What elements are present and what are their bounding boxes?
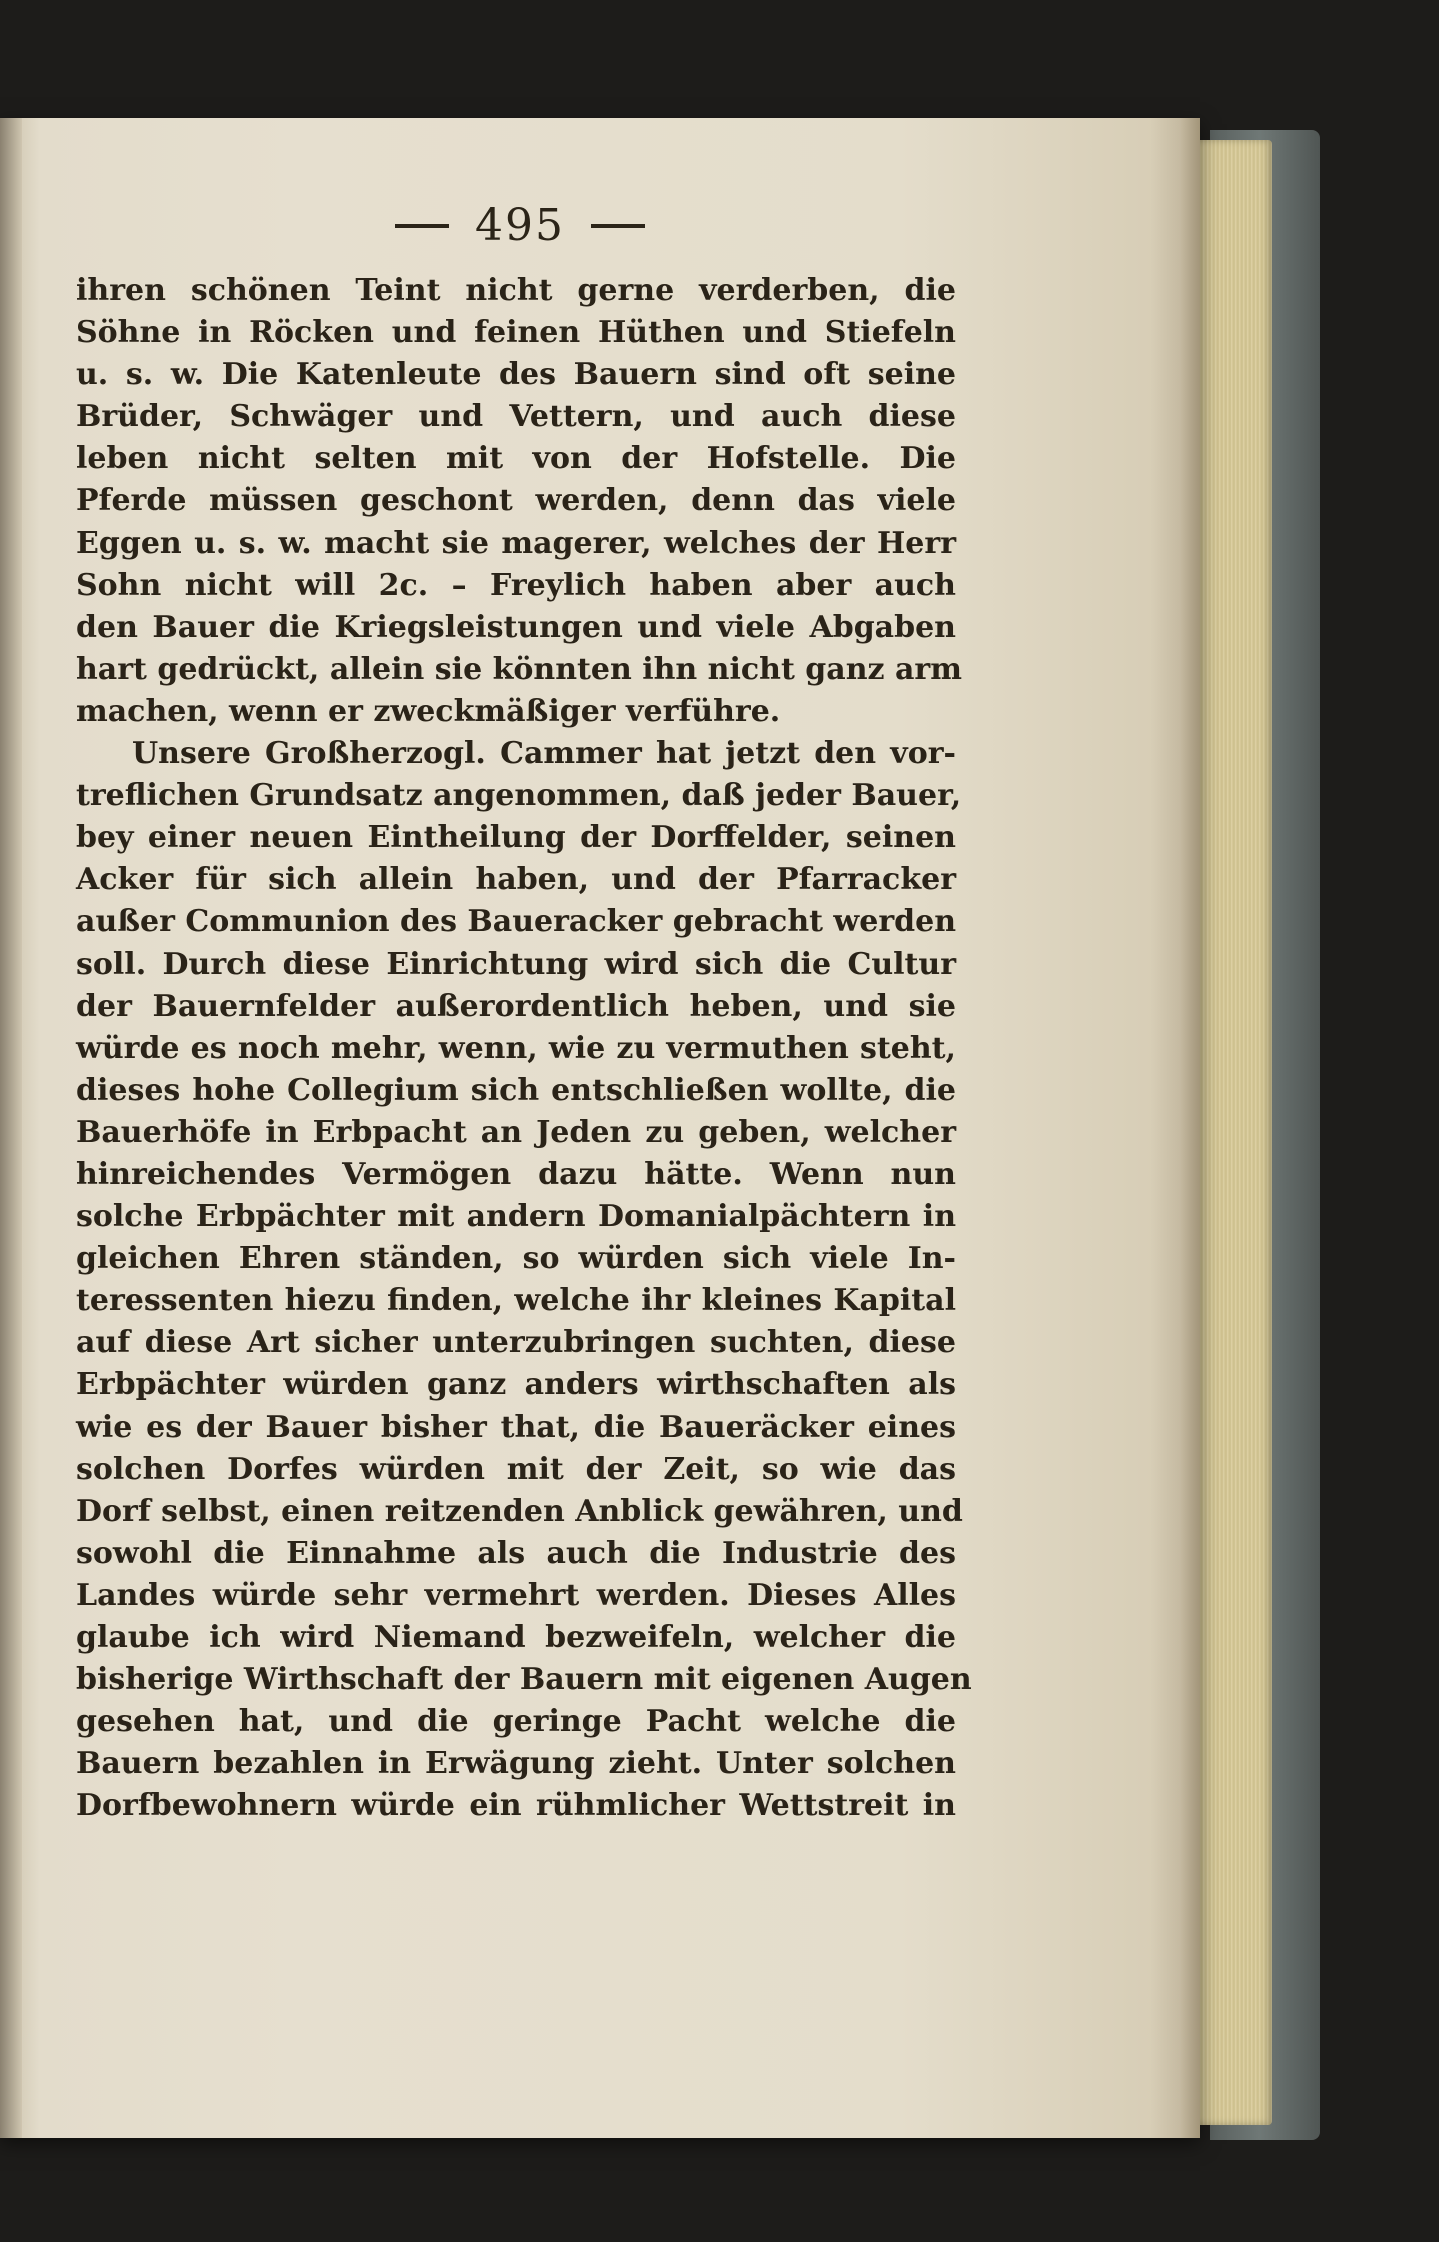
- text-line: Eggen u. s. w. macht sie magerer, welches der Herr: [76, 525, 956, 561]
- page-number: 495: [475, 200, 565, 251]
- text-line: gesehen hat, und die geringe Pacht welche die: [76, 1704, 956, 1740]
- text-line: solchen Dorfes würden mit der Zeit, so wie das: [76, 1451, 956, 1487]
- text-line: leben nicht selten mit von der Hofstelle. Die: [76, 441, 956, 477]
- text-line: hinreichendes Vermögen dazu hätte. Wenn nun: [76, 1156, 956, 1192]
- header-dash-right: [591, 224, 645, 228]
- page-header: [370, 200, 670, 251]
- header-dash-left: [395, 224, 449, 228]
- text-line: ihren schönen Teint nicht gerne verderben, die: [76, 273, 956, 308]
- text-line: der Bauernfelder außerordentlich heben, und sie: [76, 988, 956, 1024]
- text-line: Söhne in Röcken und feinen Hüthen und Stiefeln: [76, 315, 956, 351]
- text-line: Erbpächter würden ganz anders wirthschaften als: [76, 1367, 956, 1403]
- text-line: Bauern bezahlen in Erwägung zieht. Unter solchen: [76, 1746, 956, 1782]
- body-text: [76, 270, 972, 1827]
- text-line: glaube ich wird Niemand bezweifeln, welcher die: [76, 1620, 956, 1655]
- text-line: dieses hohe Collegium sich entschließen wollte, die: [76, 1072, 956, 1108]
- text-line: bisherige Wirthschaft der Bauern mit eigenen Augen: [76, 1662, 972, 1698]
- text-line: würde es noch mehr, wenn, wie zu vermuthen steht,: [76, 1030, 956, 1066]
- text-line: gleichen Ehren ständen, so würden sich viele In-: [76, 1241, 956, 1277]
- text-line: Pferde müssen geschont werden, denn das viele: [76, 483, 956, 519]
- text-line: soll. Durch diese Einrichtung wird sich die Cultur: [76, 946, 956, 982]
- text-line: treflichen Grundsatz angenommen, daß jeder Bauer,: [76, 778, 962, 814]
- paragraph-start-line: Unsere Großherzogl. Cammer hat jetzt den vor-: [132, 736, 956, 772]
- text-line: hart gedrückt, allein sie könnten ihn nicht ganz arm: [76, 651, 962, 687]
- text-line: solche Erbpächter mit andern Domanialpächtern in: [76, 1199, 956, 1235]
- text-line: den Bauer die Kriegsleistungen und viele Abgaben: [76, 609, 956, 645]
- text-line: wie es der Bauer bisher that, die Baueräcker eines: [76, 1409, 956, 1445]
- text-line: Dorf selbst, einen reitzenden Anblick gewähren, und: [76, 1493, 963, 1529]
- text-line: Brüder, Schwäger und Vettern, und auch diese: [76, 399, 956, 435]
- text-line: Acker für sich allein haben, und der Pfarracker: [76, 862, 956, 898]
- text-line: Sohn nicht will 2c. – Freylich haben aber auch: [76, 567, 956, 603]
- text-line: Dorfbewohnern würde ein rühmlicher Wettstreit in: [76, 1788, 956, 1824]
- page-gutter: [0, 118, 22, 2138]
- text-line: bey einer neuen Eintheilung der Dorffelder, seinen: [76, 820, 956, 856]
- text-line: u. s. w. Die Katenleute des Bauern sind oft seine: [76, 357, 956, 393]
- text-line: auf diese Art sicher unterzubringen suchten, diese: [76, 1325, 956, 1361]
- text-line: teressenten hiezu finden, welche ihr kleines Kapital: [76, 1283, 956, 1319]
- text-line: Landes würde sehr vermehrt werden. Dieses Alles: [76, 1577, 956, 1613]
- text-line: außer Communion des Baueracker gebracht werden: [76, 904, 957, 940]
- text-line: sowohl die Einnahme als auch die Industrie des: [76, 1535, 956, 1571]
- paragraph-end-line: machen, wenn er zweckmäßiger verführe.: [76, 693, 781, 729]
- text-line: Bauerhöfe in Erbpacht an Jeden zu geben, welcher: [76, 1114, 956, 1150]
